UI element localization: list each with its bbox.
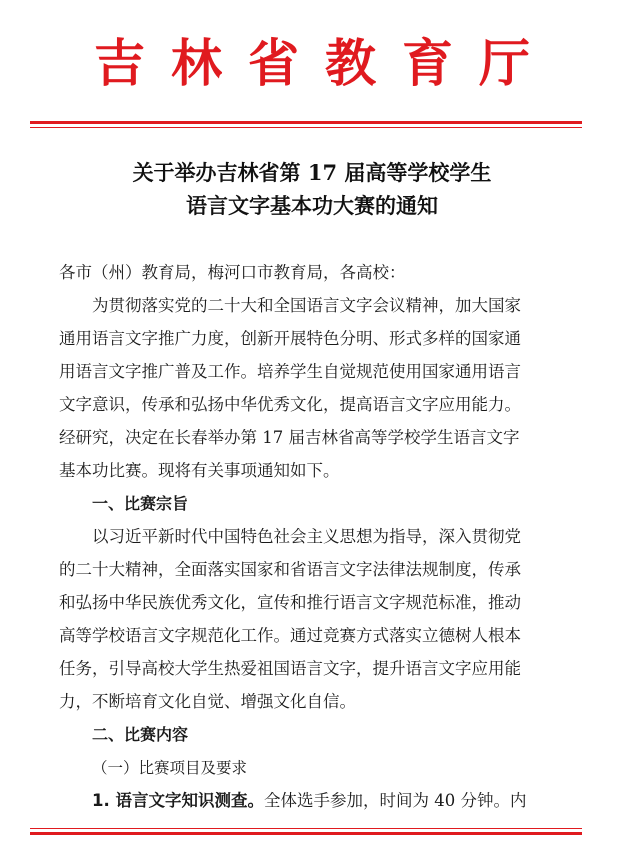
addressee: 各市（州）教育局，梅河口市教育局，各高校： xyxy=(59,263,406,282)
intro-line: 基本功比赛。现将有关事项通知如下。 xyxy=(59,461,340,480)
item-1-label: 1. 语言文字知识测查。 xyxy=(92,791,264,810)
intro-line: 经研究，决定在长春举办第 17 届吉林省高等学校学生语言文字 xyxy=(59,428,520,447)
intro-line: 为贯彻落实党的二十大和全国语言文字会议精神，加大国家 xyxy=(92,296,521,315)
footer-rule-thin xyxy=(30,828,582,829)
intro-line: 文字意识，传承和弘扬中华优秀文化，提高语言文字应用能力。 xyxy=(59,395,521,414)
section-1-line: 任务，引导高校大学生热爱祖国语言文字，提升语言文字应用能 xyxy=(59,659,521,678)
letterhead-rule-thick xyxy=(30,121,582,124)
letterhead-rule-thin xyxy=(30,127,582,128)
section-1-heading: 一、比赛宗旨 xyxy=(92,494,189,513)
section-1-line: 以习近平新时代中国特色社会主义思想为指导，深入贯彻党 xyxy=(92,527,521,546)
section-1-line: 和弘扬中华民族优秀文化，宣传和推行语言文字规范标准，推动 xyxy=(59,593,521,612)
section-2-heading: 二、比赛内容 xyxy=(92,725,189,744)
intro-line: 用语言文字推广普及工作。培养学生自觉规范使用国家通用语言 xyxy=(59,362,521,381)
document-title-line-1: 关于举办吉林省第 17 届高等学校学生 xyxy=(132,160,492,185)
section-2-item-1 xyxy=(92,790,527,812)
section-1-line: 力，不断培育文化自觉、增强文化自信。 xyxy=(59,692,356,711)
section-1-line: 的二十大精神，全面落实国家和省语言文字法律法规制度，传承 xyxy=(59,560,521,579)
item-1-text: 全体选手参加，时间为 40 分钟。内 xyxy=(264,791,527,810)
document-title-line-2: 语言文字基本功大赛的通知 xyxy=(186,193,438,218)
footer-rule-thick xyxy=(30,832,582,835)
intro-line: 通用语言文字推广力度，创新开展特色分明、形式多样的国家通 xyxy=(59,329,521,348)
letterhead-issuer: 吉林省教育厅 xyxy=(93,34,556,94)
section-2-subheading: （一）比赛项目及要求 xyxy=(92,759,248,777)
section-1-line: 高等学校语言文字规范化工作。通过竞赛方式落实立德树人根本 xyxy=(59,626,521,645)
